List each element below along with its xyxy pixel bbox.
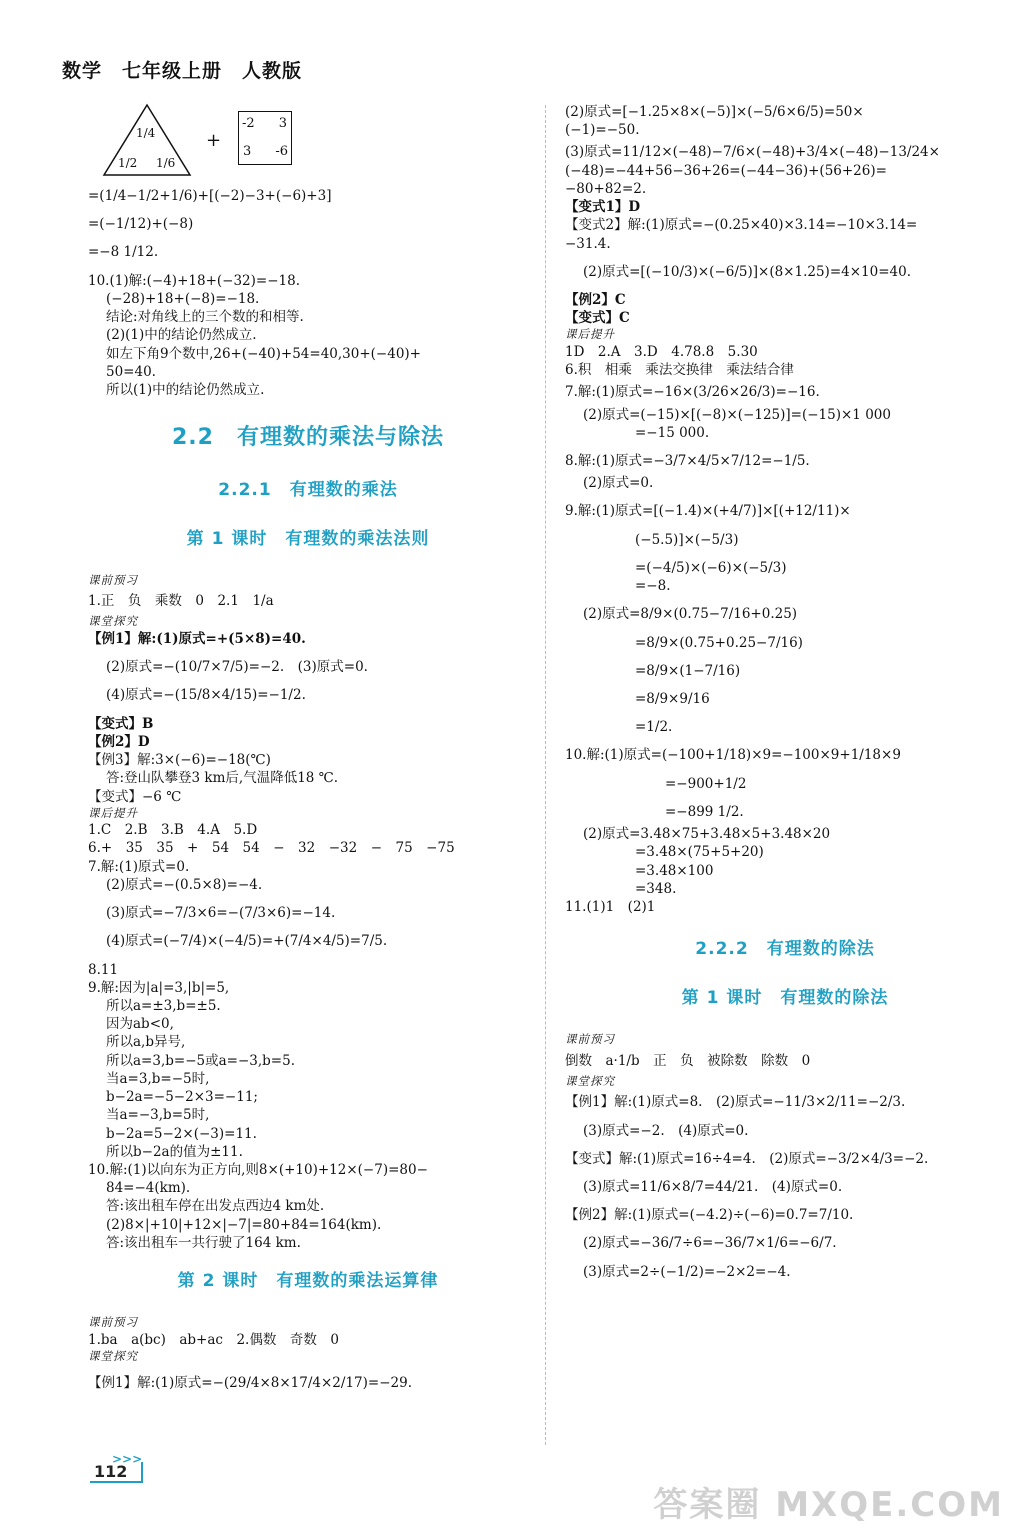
text-line: (2)原式=−36/7÷6=−36/7×1/6=−6/7.: [583, 1235, 837, 1252]
page-header: 数学 七年级上册 人教版: [62, 60, 303, 82]
text-line: 8.11: [88, 961, 119, 978]
text-line: 10.解:(1)原式=(−100+1/18)×9=−100×9+1/18×9: [565, 747, 901, 764]
text-line: =−15 000.: [635, 424, 710, 441]
text-line: (3)原式=−7/3×6=−(7/3×6)=−14.: [106, 905, 336, 922]
text-line: 所以a=3,b=−5或a=−3,b=5.: [106, 1052, 295, 1069]
subsection-heading: 2.2.2 有理数的除法: [695, 939, 875, 960]
section-heading: 2.2 有理数的乘法与除法: [172, 425, 444, 451]
text-line: 1.C 2.B 3.B 4.A 5.D: [88, 822, 258, 839]
text-line: −31.4.: [565, 235, 611, 252]
text-line: 如左下角9个数中,26+(−40)+54=40,30+(−40)+: [106, 345, 421, 362]
text-line: =(−4/5)×(−6)×(−5/3): [635, 559, 787, 576]
column-divider: [545, 105, 546, 1445]
text-line: =348.: [635, 880, 677, 897]
text-line: 【变式1】D: [565, 199, 641, 216]
text-line: (3)原式=−2. (4)原式=0.: [583, 1122, 749, 1139]
text-line: 8.解:(1)原式=−3/7×4/5×7/12=−1/5.: [565, 453, 810, 470]
text-line: 【变式2】解:(1)原式=−(0.25×40)×3.14=−10×3.14=: [565, 217, 918, 234]
text-line: b−2a=−5−2×3=−11;: [106, 1089, 258, 1106]
square-cell: -6: [275, 144, 288, 160]
text-line: 10.解:(1)以向东为正方向,则8×(+10)+12×(−7)=80−: [88, 1161, 428, 1178]
text-line: =(1/4−1/2+1/6)+[(−2)−3+(−6)+3]: [88, 188, 332, 204]
triangle-top-value: 1/4: [136, 126, 156, 140]
text-line: 7.解:(1)原式=0.: [88, 858, 190, 875]
text-line: 【变式】解:(1)原式=16÷4=4. (2)原式=−3/2×4/3=−2.: [565, 1150, 929, 1167]
text-line: =3.48×100: [635, 862, 714, 879]
text-line: (2)(1)中的结论仍然成立.: [106, 327, 257, 344]
text-line: =3.48×(75+5+20): [635, 844, 764, 861]
text-line: (4)原式=(−7/4)×(−4/5)=+(7/4×4/5)=7/5.: [106, 933, 388, 950]
text-line: 9.解:(1)原式=[(−1.4)×(+4/7)]×[(+12/11)×: [565, 503, 851, 520]
label: 课堂探究: [565, 1073, 615, 1088]
label: 课堂探究: [88, 1348, 138, 1363]
text-line: −80+82=2.: [565, 180, 647, 197]
text-line: =8/9×9/16: [635, 690, 710, 707]
label: 课后提升: [88, 805, 138, 820]
text-line: (3)原式=11/12×(−48)−7/6×(−48)+3/4×(−48)−13/24×: [565, 144, 940, 161]
text-line: 10.(1)解:(−4)+18+(−32)=−18.: [88, 272, 300, 289]
triangle-left-value: 1/2: [118, 156, 138, 170]
text-line: (−1)=−50.: [565, 122, 640, 139]
text-line: (2)原式=3.48×75+3.48×5+3.48×20: [583, 826, 831, 843]
text-line: 【例1】解:(1)原式=+(5×8)=40.: [88, 631, 306, 647]
text-line: (3)原式=2÷(−1/2)=−2×2=−4.: [583, 1263, 791, 1280]
text-line: 当a=3,b=−5时,: [106, 1070, 210, 1087]
square-cell: 3: [278, 116, 287, 131]
arrows-icon: >>>: [112, 1452, 143, 1466]
text-line: =−899 1/2.: [665, 803, 744, 820]
page-number: 112: [90, 1462, 143, 1483]
text-line: 【变式】−6 ℃: [88, 788, 182, 805]
text-line: 因为ab<0,: [106, 1016, 174, 1033]
triangle-right-value: 1/6: [156, 156, 176, 170]
text-line: (2)8×|+10|+12×|−7|=80+84=164(km).: [106, 1216, 382, 1233]
text-line: 答:该出租车一共行驶了164 km.: [106, 1234, 301, 1251]
text-line: (3)原式=11/6×8/7=44/21. (4)原式=0.: [583, 1178, 843, 1195]
text-line: =−900+1/2: [665, 775, 747, 792]
text-line: 【变式】C: [565, 310, 630, 327]
text-line: 【例2】解:(1)原式=(−4.2)÷(−6)=0.7=7/10.: [565, 1207, 854, 1224]
text-line: =8/9×(0.75+0.25−7/16): [635, 634, 803, 651]
plus-sign: +: [206, 130, 222, 151]
text-line: 9.解:因为|a|=3,|b|=5,: [88, 979, 230, 996]
text-line: 答:该出租车停在出发点西边4 km处.: [106, 1198, 325, 1215]
text-line: 答:登山队攀登3 km后,气温降低18 ℃.: [106, 770, 339, 787]
text-line: 【例3】解:3×(−6)=−18(℃): [88, 752, 271, 769]
text-line: =8/9×(1−7/16): [635, 662, 741, 679]
text-line: (−48)=−44+56−36+26=(−44−36)+(56+26)=: [565, 162, 887, 179]
text-line: (−5.5)]×(−5/3): [635, 531, 739, 548]
text-line: 1.正 负 乘数 0 2.1 1/a: [88, 593, 274, 610]
number-square: [238, 111, 292, 165]
text-line: 【例2】D: [88, 733, 150, 750]
label: 课前预习: [88, 572, 138, 587]
text-line: (2)原式=−(10/7×7/5)=−2. (3)原式=0.: [106, 659, 368, 676]
text-line: 结论:对角线上的三个数的和相等.: [106, 309, 304, 326]
text-line: (2)原式=8/9×(0.75−7/16+0.25): [583, 606, 798, 623]
label: 课后提升: [565, 327, 615, 342]
text-line: 7.解:(1)原式=−16×(3/26×26/3)=−16.: [565, 384, 820, 401]
text-line: (2)原式=[−1.25×8×(−5)]×(−5/6×6/5)=50×: [565, 104, 864, 120]
text-line: 1D 2.A 3.D 4.78.8 5.30: [565, 343, 758, 360]
label: 课前预习: [565, 1032, 615, 1047]
square-cell: 3: [243, 144, 252, 160]
text-line: (2)原式=−(0.5×8)=−4.: [106, 876, 263, 893]
text-line: =−8 1/12.: [88, 244, 159, 261]
lesson-heading: 第 2 课时 有理数的乘法运算律: [177, 1271, 439, 1292]
triangle-figure: [102, 103, 192, 181]
subsection-heading: 2.2.1 有理数的乘法: [218, 479, 398, 500]
text-line: 所以(1)中的结论仍然成立.: [106, 381, 265, 398]
text-line: (2)原式=0.: [583, 475, 654, 492]
text-line: 所以a=±3,b=±5.: [106, 998, 221, 1015]
text-line: b−2a=5−2×(−3)=11.: [106, 1125, 257, 1142]
text-line: (4)原式=−(15/8×4/15)=−1/2.: [106, 687, 306, 704]
text-line: 【例1】解:(1)原式=−(29/4×8×17/4×2/17)=−29.: [88, 1375, 412, 1392]
text-line: 【例1】解:(1)原式=8. (2)原式=−11/3×2/11=−2/3.: [565, 1094, 906, 1111]
text-line: (2)原式=[(−10/3)×(−6/5)]×(8×1.25)=4×10=40.: [583, 263, 911, 280]
text-line: 所以a,b异号,: [106, 1034, 186, 1051]
label: 课堂探究: [88, 614, 138, 629]
text-line: 【例2】C: [565, 291, 626, 308]
text-line: 6.积 相乘 乘法交换律 乘法结合律: [565, 362, 794, 379]
text-line: =1/2.: [635, 719, 673, 736]
text-line: 84=−4(km).: [106, 1180, 191, 1197]
lesson-heading: 第 1 课时 有理数的除法: [681, 988, 889, 1009]
text-line: =(−1/12)+(−8): [88, 216, 194, 233]
text-line: 1.ba a(bc) ab+ac 2.偶数 奇数 0: [88, 1331, 339, 1348]
watermark-logo: 答案圈 MXQE.COM: [653, 1485, 1004, 1525]
text-line: 所以b−2a的值为±11.: [106, 1143, 243, 1160]
magic-figure: [88, 103, 528, 183]
square-cell: -2: [242, 116, 255, 131]
lesson-heading: 第 1 课时 有理数的乘法法则: [186, 528, 430, 549]
text-line: =−8.: [635, 578, 671, 595]
text-line: 6.+ 35 35 + 54 54 − 32 −32 − 75 −75: [88, 840, 455, 857]
text-line: 【变式】B: [88, 715, 154, 732]
text-line: 50=40.: [106, 363, 156, 380]
text-line: 倒数 a·1/b 正 负 被除数 除数 0: [565, 1052, 811, 1069]
label: 课前预习: [88, 1315, 138, 1330]
left-column: [88, 103, 528, 1392]
text-line: 当a=−3,b=5时,: [106, 1107, 210, 1124]
text-line: (−28)+18+(−8)=−18.: [106, 290, 260, 307]
text-line: 11.(1)1 (2)1: [565, 898, 656, 915]
right-column: [565, 103, 1005, 1281]
text-line: (2)原式=(−15)×[(−8)×(−125)]=(−15)×1 000: [583, 406, 891, 423]
